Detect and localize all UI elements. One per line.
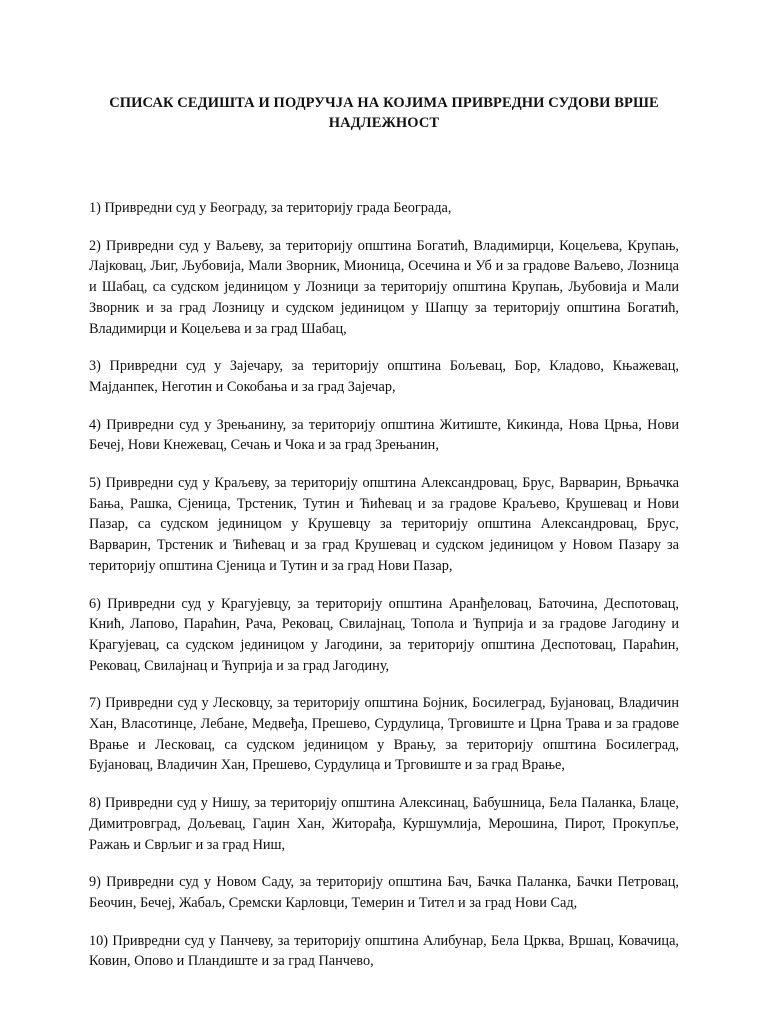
court-list	[89, 198, 679, 972]
list-item: 6) Привредни суд у Крагујевцу, за територију општина Аранђеловац, Баточина, Деспотовац, Кнић, Лапово, Параћин, Рача, Рековац, Свилајнац, Топола и Ћуприја и за градове Јагодину и Крагујевац, са судском јединицом у Јагодини, за територију општина Деспотовац, Параћин, Рековац, Свилајнац и Ћуприја и за град Јагодину,	[89, 595, 679, 674]
list-item: 5) Привредни суд у Краљеву, за територију општина Александровац, Брус, Варварин, Врњачка Бања, Рашка, Сјеница, Трстеник, Тутин и Ћићевац и за градове Краљево, Крушевац и Нови Пазар, са судском јединицом у Крушевцу за територију општина Александровац, Брус, Варварин, Трстеник и Ћићевац и за град Крушевац и судском јединицом у Новом Пазару за територију општина Сјеница и Тутин и за град Нови Пазар,	[89, 475, 679, 574]
list-item: 10) Привредни суд у Панчеву, за територију општина Алибунар, Бела Црква, Вршац, Ковачица, Ковин, Опово и Пландиште и за град Панчево,	[89, 932, 679, 970]
list-item: 4) Привредни суд у Зрењанину, за територију општина Житиште, Кикинда, Нова Црња, Нови Бечеј, Нови Кнежевац, Сечањ и Чока и за град Зрењанин,	[89, 416, 679, 454]
list-item: 2) Привредни суд у Ваљеву, за територију општина Богатић, Владимирци, Коцељева, Крупањ, Лајковац, Љиг, Љубовија, Мали Зворник, Мионица, Осечина и Уб и за градове Ваљево, Лозница и Шабац, са судском јединицом у Лозници за територију општина Крупањ, Љубовија и Мали Зворник и за град Лозницу и судском јединицом у Шапцу за територију општина Богатић, Владимирци и Коцељева и за град Шабац,	[89, 237, 679, 337]
list-item: 1) Привредни суд у Београду, за територију града Београда,	[89, 200, 452, 216]
document-title: СПИСАК СЕДИШТА И ПОДРУЧЈА НА КОЈИМА ПРИВРЕДНИ СУДОВИ ВРШЕ НАДЛЕЖНОСТ	[109, 95, 659, 131]
list-item: 7) Привредни суд у Лесковцу, за територију општина Бојник, Босилеград, Бујановац, Владичин Хан, Власотинце, Лебане, Медвеђа, Прешево, Сурдулица, Трговиште и Црна Трава и за градове Врање и Лесковац, са судском јединицом у Врању, за територију општина Босилеград, Бујановац, Владичин Хан, Прешево, Сурдулица и Трговиште и за град Врање,	[89, 695, 679, 774]
list-item: 9) Привредни суд у Новом Саду, за територију општина Бач, Бачка Паланка, Бачки Петровац, Беочин, Бечеј, Жабаљ, Сремски Карловци, Темерин и Тител и за град Нови Сад,	[89, 874, 679, 911]
list-item: 8) Привредни суд у Нишу, за територију општина Алексинац, Бабушница, Бела Паланка, Блаце, Димитровград, Дољевац, Гаџин Хан, Житорађа, Куршумлија, Мерошина, Пирот, Прокупље, Ражањ и Сврљиг и за град Ниш,	[89, 795, 679, 853]
list-item: 3) Привредни суд у Зајечару, за територију општина Бољевац, Бор, Кладово, Књажевац, Мајданпек, Неготин и Сокобања и за град Зајечар,	[89, 358, 679, 395]
